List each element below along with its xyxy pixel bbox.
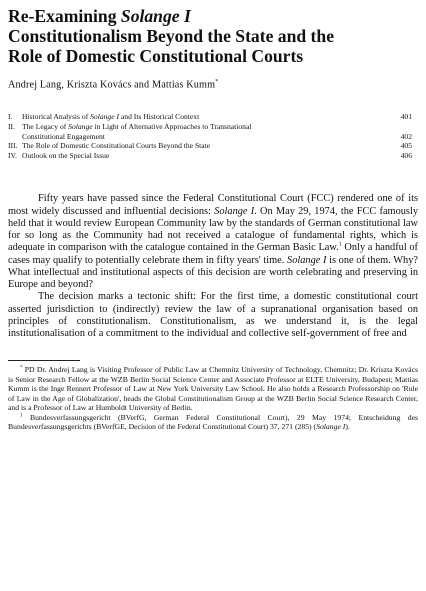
toc-item-4[interactable]: IV. Outlook on the Special Issue 406 xyxy=(8,150,412,160)
toc-page-number: 402 xyxy=(400,131,412,141)
toc-page-number: 401 xyxy=(400,112,412,122)
title-line-2: Constitutionalism Beyond the State and the xyxy=(8,26,335,46)
author-footnote-mark[interactable]: * xyxy=(215,79,219,85)
body-paragraph-2: The decision marks a tectonic shift: For the first time, a domestic constitutional court asserted jurisdiction to (indirectly) review the law of a supranational organisation based on principles of constitutionalism. Constitutionalism, as we understand it, is the legal institutionalisation of a commitment to the individual and collective self-government of free and xyxy=(8,291,418,340)
article-page xyxy=(8,6,418,432)
footnote-divider xyxy=(8,360,80,361)
title-line-1: Re-Examining Solange I xyxy=(8,6,191,26)
footnote-ref-1[interactable]: 1 xyxy=(338,241,342,248)
footnote-1: $^1$ Bundesverfassungsgericht (BVerfG, German Federal Constitutional Court), 29 May 1974; Entscheidung des Bundesverfassungsgerichts (BVerfGE, Decision of the Federal Constitutional Court) 37, 271 (285) (Solange I). xyxy=(8,412,419,432)
article-title xyxy=(8,6,418,66)
body-paragraph-1: Fifty years have passed since the Federal Constitutional Court (FCC) rendered one of its most widely discussed and influential decisions: Solange I. On May 29, 1974, the FCC famously held that it would review European Community law by the standards of German constitutional law for so long as the Community had not received a catalogue of fundamental rights, which is adequate in comparison with the catalogue contained in the German Basic Law.$^1$ Only a handful of cases may qualify to potentially celebrate them in fifty years' time. Solange I is one of them. Why? What intellectual and institutional aspects of this decision are worth celebrating and preserving in Europe and beyond? xyxy=(8,193,418,291)
toc-item-2[interactable]: II. The Legacy of Solange in Light of Alternative Approaches to Transnational Constitutional Engagement 402 xyxy=(8,121,412,141)
article-body xyxy=(8,193,418,340)
toc-page-number: 406 xyxy=(400,150,412,160)
footnotes xyxy=(8,365,418,432)
author-list: Andrej Lang, Kriszta Kovács and Mattias Kumm* xyxy=(8,79,219,91)
toc-item-3[interactable]: III. The Role of Domestic Constitutional Courts Beyond the State 405 xyxy=(8,141,412,151)
toc-page-number: 405 xyxy=(400,141,412,151)
table-of-contents xyxy=(8,112,418,160)
footnote-author: * PD Dr. Andrej Lang is Visiting Professor of Public Law at Chemnitz University of Technology, Chemnitz; Dr. Kriszta Kovács is Senior Research Fellow at the WZB Berlin Social Science Center and Associate Professor at ELTE University, Budapest; Mattias Kumm is the Inge Rennert Professor of Law at New York University Law School. He also holds a Research Professorship on 'Rule of Law in the Age of Globalization', heads the Global Constitutionalism Group at the WZB Berlin Social Science Research Center, and is a Professor of Law at Humboldt University of Berlin. xyxy=(8,365,418,413)
title-line-3: Role of Domestic Constitutional Courts xyxy=(8,46,304,66)
toc-item-1[interactable]: I. Historical Analysis of Solange I and Its Historical Context 401 xyxy=(8,112,412,122)
